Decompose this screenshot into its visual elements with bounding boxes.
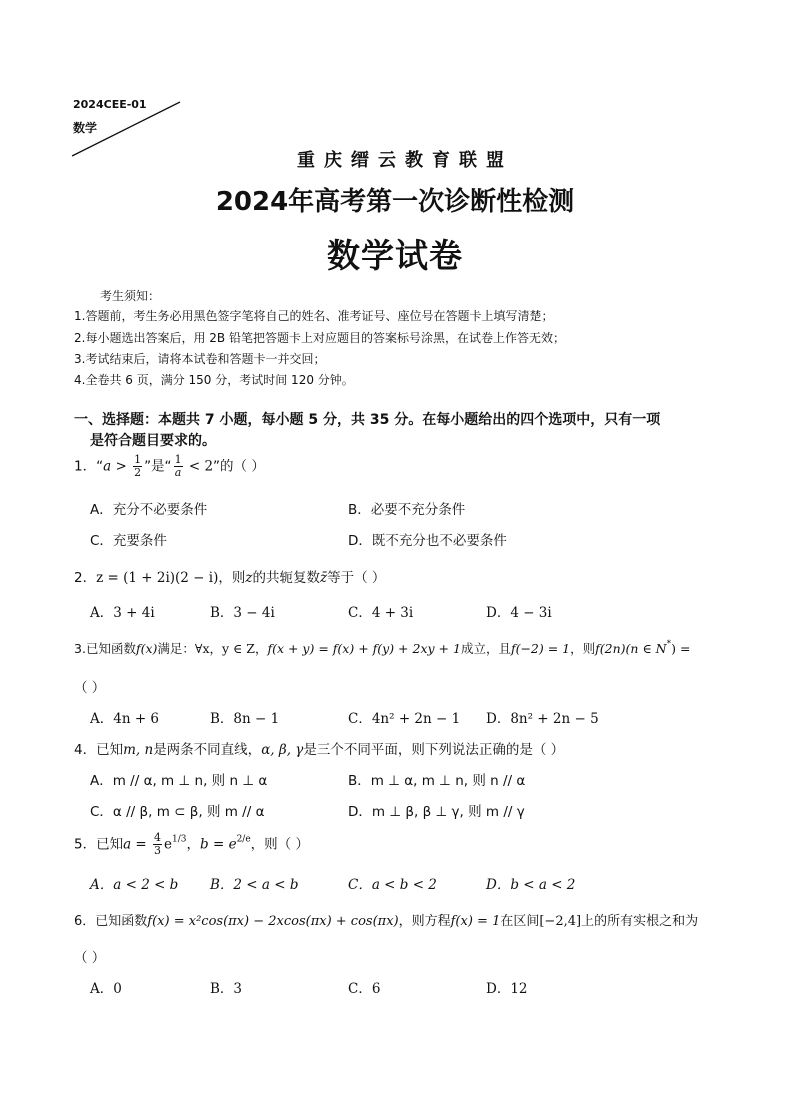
q5-option-b: B．2 < a < b (210, 877, 299, 893)
question-6: 6．已知函数f(x) = x²cos(πx) − 2xcos(πx) + cos(πx)，则方程f(x) = 1在区间[−2,4]上的所有实根之和为 (74, 914, 699, 929)
q2-option-a: A．3 + 4i (90, 605, 155, 621)
q6-option-d: D．12 (486, 981, 528, 997)
q3-answer-paren: （ ） (74, 680, 106, 696)
q4-option-b: B．m ⊥ α, m ⊥ n, 则 n // α (348, 773, 526, 789)
q1-option-d: D．既不充分也不必要条件 (348, 533, 507, 549)
subject-label: 数学 (73, 121, 98, 135)
question-2: 2．z = (1 + 2i)(2 − i)，则z的共轭复数z̄等于（ ） (74, 570, 386, 586)
notice-title: 考生须知： (100, 289, 161, 303)
notice-item: 2.每小题选出答案后，用 2B 铅笔把答题卡上对应题目的答案标号涂黑，在试卷上作答无效； (74, 331, 565, 345)
q6-answer-paren: （ ） (74, 950, 106, 966)
q4-option-d: D．m ⊥ β, β ⊥ γ, 则 m // γ (348, 804, 525, 820)
organization-title: 重庆缙云教育联盟 (297, 150, 513, 171)
question-1: 1．“a > $\frac{1}{2}$ ”是“ $\frac{1}{a}$ < 2”的（ ） (74, 453, 265, 479)
q5-option-c: C．a < b < 2 (348, 877, 437, 893)
q1-option-c: C．充要条件 (90, 533, 167, 549)
notice-item: 4.全卷共 6 页，满分 150 分，考试时间 120 分钟。 (74, 373, 354, 387)
fraction: $\frac{1}{a}$ (174, 453, 182, 479)
question-5: 5．已知a = $\frac{4}{3}$ $e^{1/3}$，$b = e^{2/e}$，则（ ） (74, 831, 309, 857)
q3-option-b: B．8n − 1 (210, 711, 280, 727)
q4-option-a: A．m // α, m ⊥ n, 则 n ⊥ α (90, 773, 268, 789)
notice-item: 1.答题前，考生务必用黑色签字笔将自己的姓名、准考证号、座位号在答题卡上填写清楚； (74, 309, 554, 323)
fraction: $\frac{4}{3}$ (154, 831, 162, 857)
exam-title: 2024年高考第一次诊断性检测 (215, 187, 575, 217)
q2-option-b: B．3 − 4i (210, 605, 275, 621)
section-heading: 一、选择题：本题共 7 小题，每小题 5 分，共 35 分。在每小题给出的四个选项中，只有一项 (74, 412, 661, 428)
paper-code: 2024CEE-01 (73, 98, 147, 111)
fraction: $\frac{1}{2}$ (134, 453, 142, 479)
q2-option-d: D．4 − 3i (486, 605, 552, 621)
question-number: 1． (74, 458, 97, 475)
paper-title: 数学试卷 (327, 236, 463, 275)
q6-option-b: B．3 (210, 981, 243, 997)
q2-option-c: C．4 + 3i (348, 605, 414, 621)
q6-option-c: C．6 (348, 981, 381, 997)
q1-option-b: B．必要不充分条件 (348, 502, 466, 518)
q3-option-c: C．4n² + 2n − 1 (348, 711, 461, 727)
q4-option-c: C．α // β, m ⊂ β, 则 m // α (90, 804, 265, 820)
q1-option-a: A．充分不必要条件 (90, 502, 208, 518)
section-heading-cont: 是符合题目要求的。 (90, 433, 216, 449)
question-3: 3.已知函数f(x)满足：∀x，y ∈ Z，f(x + y) = f(x) + f(y) + 2xy + 1成立，且f(−2) = 1，则f(2n)(n ∈ N*) = (74, 639, 691, 656)
q5-option-a: A．a < 2 < b (90, 877, 179, 893)
q5-option-d: D．b < a < 2 (486, 877, 576, 893)
q3-option-d: D．8n² + 2n − 5 (486, 711, 599, 727)
q3-option-a: A．4n + 6 (90, 711, 160, 727)
question-4: 4．已知m, n是两条不同直线，α, β, γ是三个不同平面，则下列说法正确的是（ ） (74, 742, 565, 758)
q6-option-a: A．0 (90, 981, 122, 997)
notice-item: 3.考试结束后，请将本试卷和答题卡一并交回； (74, 352, 326, 366)
